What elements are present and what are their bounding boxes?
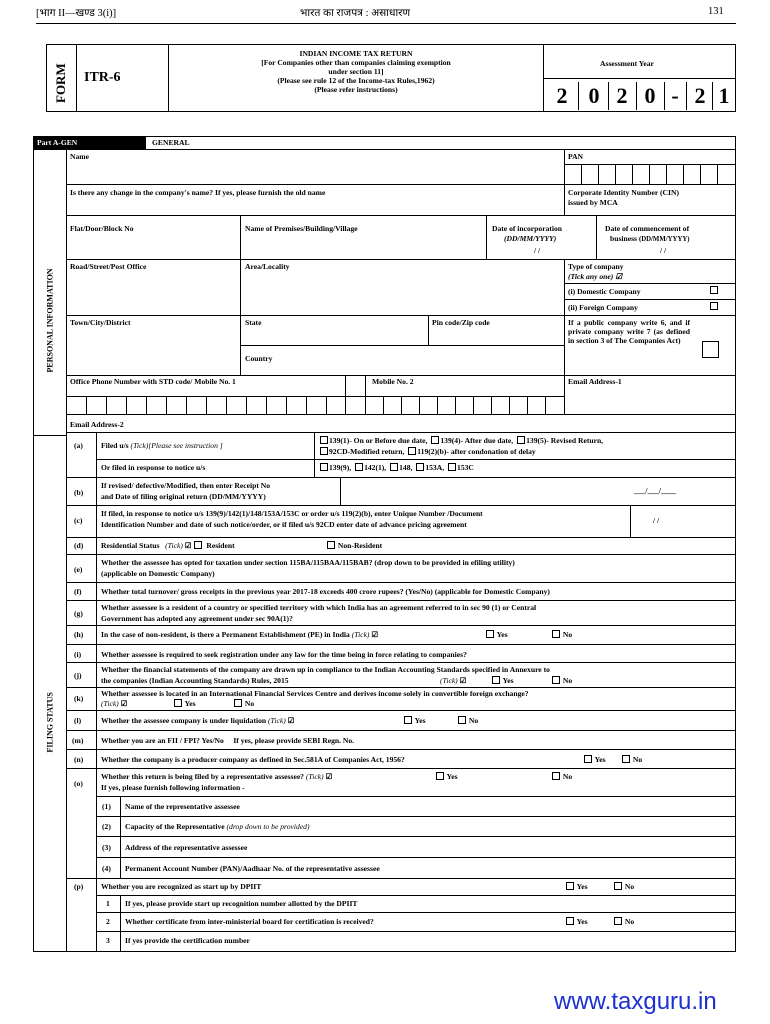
cin-label-1: Corporate Identity Number (CIN) xyxy=(568,188,680,197)
row-o2-id: (2) xyxy=(102,822,111,831)
rep-pan-label: Permanent Account Number (PAN)/Aadhaar No. of the representative assessee xyxy=(125,864,380,873)
notice-date-field[interactable]: / / xyxy=(653,516,660,525)
row-e-id: (e) xyxy=(74,565,83,574)
row-j-line-1: Whether the financial statements of the company are drawn up in compliance to the Indian Accounting Standards specified in Annexure to xyxy=(101,665,550,674)
pan-label: PAN xyxy=(568,152,584,161)
domestic-company-checkbox[interactable] xyxy=(710,286,718,294)
ifsc-no-label: No xyxy=(244,699,255,708)
cin-label-2: issued by MCA xyxy=(568,198,618,207)
row-o-line-2: If yes, please furnish following information - xyxy=(101,783,245,792)
imb-yes-checkbox[interactable] xyxy=(566,917,574,925)
imb-yes-label: Yes xyxy=(576,917,588,926)
row-h-line-1: In the case of non-resident, is there a Permanent Establishment (PE) in India xyxy=(101,630,350,639)
row-o1-id: (1) xyxy=(102,802,111,811)
resident-label: Resident xyxy=(206,541,235,550)
page-header-gazette: भारत का राजपत्र : असाधारण xyxy=(300,8,411,19)
startup-yes-checkbox[interactable] xyxy=(566,882,574,890)
title-line-3: under section 11] xyxy=(328,67,384,76)
s119-2b-checkbox[interactable] xyxy=(408,447,416,455)
startup-yes-label: Yes xyxy=(576,882,588,891)
s139-4-checkbox[interactable] xyxy=(431,436,439,444)
row-d-id: (d) xyxy=(74,541,84,550)
certification-number-label: If yes provide the certification number xyxy=(125,936,250,945)
area-label: Area/Locality xyxy=(245,262,290,271)
row-f-id: (f) xyxy=(74,587,82,596)
watermark-link[interactable]: www.taxguru.in xyxy=(554,988,717,1015)
row-o4-id: (4) xyxy=(102,864,111,873)
row-b-line-1: If revised/ defective/Modified, then enter Receipt No xyxy=(101,481,271,490)
liquidation-no-label: No xyxy=(468,716,479,725)
row-c-line-1: If filed, in response to notice u/s 139(9)/142(1)/148/153A/153C or order u/s 119(2)(b), enter Unique Number /Document xyxy=(101,509,483,518)
row-g-line-1: Whether assessee is a resident of a country or specified territory with which India has an agreement referred to in sec 90 (1) or Central xyxy=(101,603,537,612)
row-o3-id: (3) xyxy=(102,843,111,852)
notice-148-checkbox[interactable] xyxy=(390,463,398,471)
s92cd-checkbox[interactable] xyxy=(320,447,328,455)
row-e-line-1: Whether the assessee has opted for taxation under section 115BA/115BAA/115BAB? (drop down to be provided in efiling utility) xyxy=(101,558,515,567)
mobile-2-label: Mobile No. 2 xyxy=(372,377,414,386)
pe-yes-checkbox[interactable] xyxy=(486,630,494,638)
producer-yes-checkbox[interactable] xyxy=(584,755,592,763)
title-line-2: [For Companies other than companies claiming exemption xyxy=(261,58,451,67)
commencement-business-label: business xyxy=(610,234,638,243)
rep-assessee-no-label: No xyxy=(562,772,573,781)
producer-yes-label: Yes xyxy=(594,755,606,764)
public-private-note: If a public company write 6, and if private company write 7 (as defined in section 3 of The Companies Act) xyxy=(568,318,690,345)
row-p-id: (p) xyxy=(74,882,84,891)
tick-icon: ☑ xyxy=(459,676,467,685)
s139-5-label: 139(5)- Revised Return, xyxy=(526,436,604,445)
page-header-part: [भाग II—खण्ड 3(i)] xyxy=(36,8,117,19)
original-return-date-field[interactable]: ___/___/____ xyxy=(634,486,677,495)
startup-no-checkbox[interactable] xyxy=(614,882,622,890)
company-type-code-box[interactable] xyxy=(702,341,719,358)
s139-1-label: 139(1)- On or Before due date, xyxy=(329,436,428,445)
row-l-line-1: Whether the assessee company is under liquidation xyxy=(101,716,267,725)
row-m-line-1: Whether you are an FII / FPI? Yes/No If yes, please provide SEBI Regn. No. xyxy=(101,736,355,745)
row-p2-id: 2 xyxy=(106,917,110,926)
imb-certificate-label: Whether certificate from inter-ministerial board for certification is received? xyxy=(125,917,374,926)
rep-capacity-label: Capacity of the Representative xyxy=(125,822,225,831)
row-k-line-1: Whether assessee is located in an International Financial Services Centre and derives income solely in convertible foreign exchange? xyxy=(101,689,529,698)
state-label: State xyxy=(245,318,262,327)
road-label: Road/Street/Post Office xyxy=(70,262,147,271)
ind-as-yes-checkbox[interactable] xyxy=(492,676,500,684)
row-j-tick: (Tick) xyxy=(440,676,458,685)
producer-no-checkbox[interactable] xyxy=(622,755,630,763)
notice-153a-label: 153A, xyxy=(425,463,445,472)
incorporation-date-field[interactable]: / / xyxy=(534,246,541,255)
row-o-id: (o) xyxy=(74,779,83,788)
pin-label: Pin code/Zip code xyxy=(432,318,490,327)
rep-address-label: Address of the representative assessee xyxy=(125,843,248,852)
notice-us-label: Or filed in response to notice u/s xyxy=(101,463,206,472)
page-number: 131 xyxy=(708,6,724,17)
title-line-4: (Please see rule 12 of the Income-tax Rules,1962) xyxy=(277,76,435,85)
pe-no-checkbox[interactable] xyxy=(552,630,560,638)
imb-no-checkbox[interactable] xyxy=(614,917,622,925)
row-l-tick: (Tick) xyxy=(268,716,286,725)
row-i-id: (i) xyxy=(74,650,82,659)
row-i-line-1: Whether assessee is required to seek registration under any law for the time being in force relating to companies? xyxy=(101,650,467,659)
startup-no-label: No xyxy=(624,882,635,891)
incorporation-date-label: Date of incorporation xyxy=(492,224,563,233)
filed-us-tick: (Tick) xyxy=(130,441,149,450)
commencement-date-field[interactable]: / / xyxy=(660,246,667,255)
rep-assessee-yes-checkbox[interactable] xyxy=(436,772,444,780)
tick-icon: ☑ xyxy=(371,630,379,639)
tick-icon: ☑ xyxy=(325,772,333,781)
liquidation-yes-checkbox[interactable] xyxy=(404,716,412,724)
row-h-tick: (Tick) xyxy=(351,630,370,639)
row-k-tick: (Tick) xyxy=(101,699,119,708)
notice-139-9-checkbox[interactable] xyxy=(320,463,328,471)
row-g-line-2: Government has adopted any agreement under sec 90A(1)? xyxy=(101,614,293,623)
row-c-id: (c) xyxy=(74,516,83,525)
town-label: Town/City/District xyxy=(70,318,131,327)
rep-name-label: Name of the representative assessee xyxy=(125,802,240,811)
incorporation-date-format: (DD/MM/YYYY) xyxy=(504,234,557,243)
row-e-line-2: (applicable on Domestic Company) xyxy=(101,569,215,578)
residential-status-label: Residential Status xyxy=(101,541,160,550)
notice-139-9-label: 139(9), xyxy=(329,463,352,472)
ind-as-yes-label: Yes xyxy=(502,676,514,685)
ifsc-no-checkbox[interactable] xyxy=(234,699,242,707)
notice-148-label: 148, xyxy=(399,463,413,472)
s119-2b-label: 119(2)(b)- after condonation of delay xyxy=(417,447,536,456)
row-c-line-2: Identification Number and date of such notice/order, or if filed u/s 92CD enter date of advance pricing agreement xyxy=(101,520,467,529)
s92cd-label: 92CD-Modified return, xyxy=(329,447,405,456)
premises-label: Name of Premises/Building/Village xyxy=(245,224,358,233)
non-resident-label: Non-Resident xyxy=(337,541,383,550)
tick-icon: ☑ xyxy=(184,541,192,550)
resident-checkbox[interactable] xyxy=(194,541,202,549)
row-h-id: (h) xyxy=(74,630,84,639)
row-n-id: (n) xyxy=(74,755,84,764)
notice-142-1-label: 142(1), xyxy=(364,463,387,472)
company-type-label: Type of company xyxy=(568,262,624,271)
title-line-1: INDIAN INCOME TAX RETURN xyxy=(299,49,413,58)
producer-no-label: No xyxy=(632,755,643,764)
row-b-id: (b) xyxy=(74,488,84,497)
notice-153c-label: 153C xyxy=(457,463,474,472)
title-line-5: (Please refer instructions) xyxy=(314,85,398,94)
tick-any-one: (Tick any one) xyxy=(568,272,614,281)
row-j-id: (j) xyxy=(74,671,82,680)
imb-no-label: No xyxy=(624,917,635,926)
row-l-id: (l) xyxy=(74,716,82,725)
country-label: Country xyxy=(245,354,273,363)
assessment-year-label: Assessment Year xyxy=(600,59,654,68)
foreign-company-checkbox[interactable] xyxy=(710,302,718,310)
name-change-question: Is there any change in the company's name? If yes, please furnish the old name xyxy=(70,188,326,197)
row-g-id: (g) xyxy=(74,609,83,618)
notice-153c-checkbox[interactable] xyxy=(448,463,456,471)
row-p-line-1: Whether you are recognized as start up by DPIIT xyxy=(101,882,262,891)
commencement-date-format: (DD/MM/YYYY) xyxy=(638,236,690,243)
row-a-id: (a) xyxy=(74,441,83,450)
flat-label: Flat/Door/Block No xyxy=(70,224,134,233)
ifsc-yes-label: Yes xyxy=(184,699,196,708)
residential-tick: (Tick) xyxy=(165,541,183,550)
part-a-label: Part A-GEN xyxy=(37,138,78,147)
domestic-company-label: (i) Domestic Company xyxy=(568,287,641,296)
form-word: FORM xyxy=(53,63,68,103)
row-o-tick: (Tick) xyxy=(305,772,324,781)
tick-icon: ☑ xyxy=(287,716,295,725)
filed-us-label: Filed u/s xyxy=(101,441,129,450)
s139-5-checkbox[interactable] xyxy=(517,436,525,444)
row-n-line-1: Whether the company is a producer company as defined in Sec.581A of Companies Act, 1956? xyxy=(101,755,405,764)
s139-1-checkbox[interactable] xyxy=(320,436,328,444)
row-p1-id: 1 xyxy=(106,899,110,908)
non-resident-checkbox[interactable] xyxy=(327,541,335,549)
name-label: Name xyxy=(70,152,89,161)
foreign-company-label: (ii) Foreign Company xyxy=(568,303,638,312)
rep-capacity-note: (drop down to be provided) xyxy=(226,822,310,831)
form-number: ITR-6 xyxy=(84,70,121,85)
s139-4-label: 139(4)- After due date, xyxy=(440,436,514,445)
name-field[interactable] xyxy=(67,162,563,184)
rep-assessee-no-checkbox[interactable] xyxy=(552,772,560,780)
row-p3-id: 3 xyxy=(106,936,110,945)
row-b-line-2: and Date of filing original return (DD/MM/YYYY) xyxy=(101,492,266,501)
email-1-label: Email Address-1 xyxy=(568,377,622,386)
personal-info-sidebar: PERSONAL INFORMATION xyxy=(45,268,55,373)
email-2-label: Email Address-2 xyxy=(70,420,124,429)
pe-yes-label: Yes xyxy=(496,630,508,639)
notice-142-1-checkbox[interactable] xyxy=(355,463,363,471)
filing-status-sidebar: FILING STATUS xyxy=(45,692,55,753)
row-m-id: (m) xyxy=(72,736,84,745)
tick-icon: ☑ xyxy=(615,272,622,281)
liquidation-yes-label: Yes xyxy=(414,716,426,725)
row-k-id: (k) xyxy=(74,694,84,703)
row-f-line-1: Whether total turnover/ gross receipts in the previous year 2017-18 exceeds 400 crore rupees? (Yes/No) (applicable for Domestic Company) xyxy=(101,587,550,596)
filed-us-instruction: [Please see instruction ] xyxy=(148,441,223,450)
rep-assessee-yes-label: Yes xyxy=(446,772,458,781)
ind-as-no-checkbox[interactable] xyxy=(552,676,560,684)
row-j-line-2: the companies (Indian Accounting Standards) Rules, 2015 xyxy=(101,676,289,685)
commencement-date-label: Date of commencement of xyxy=(605,224,690,233)
tick-icon: ☑ xyxy=(120,699,128,708)
notice-153a-checkbox[interactable] xyxy=(416,463,424,471)
liquidation-no-checkbox[interactable] xyxy=(458,716,466,724)
ifsc-yes-checkbox[interactable] xyxy=(174,699,182,707)
general-label: GENERAL xyxy=(152,138,190,147)
startup-number-label: If yes, please provide start up recognition number allotted by the DPIIT xyxy=(125,899,358,908)
row-o-line-1: Whether this return is being filed by a representative assessee? xyxy=(101,772,304,781)
phone-label: Office Phone Number with STD code/ Mobile No. 1 xyxy=(70,377,236,386)
ind-as-no-label: No xyxy=(562,676,573,685)
pe-no-label: No xyxy=(562,630,573,639)
